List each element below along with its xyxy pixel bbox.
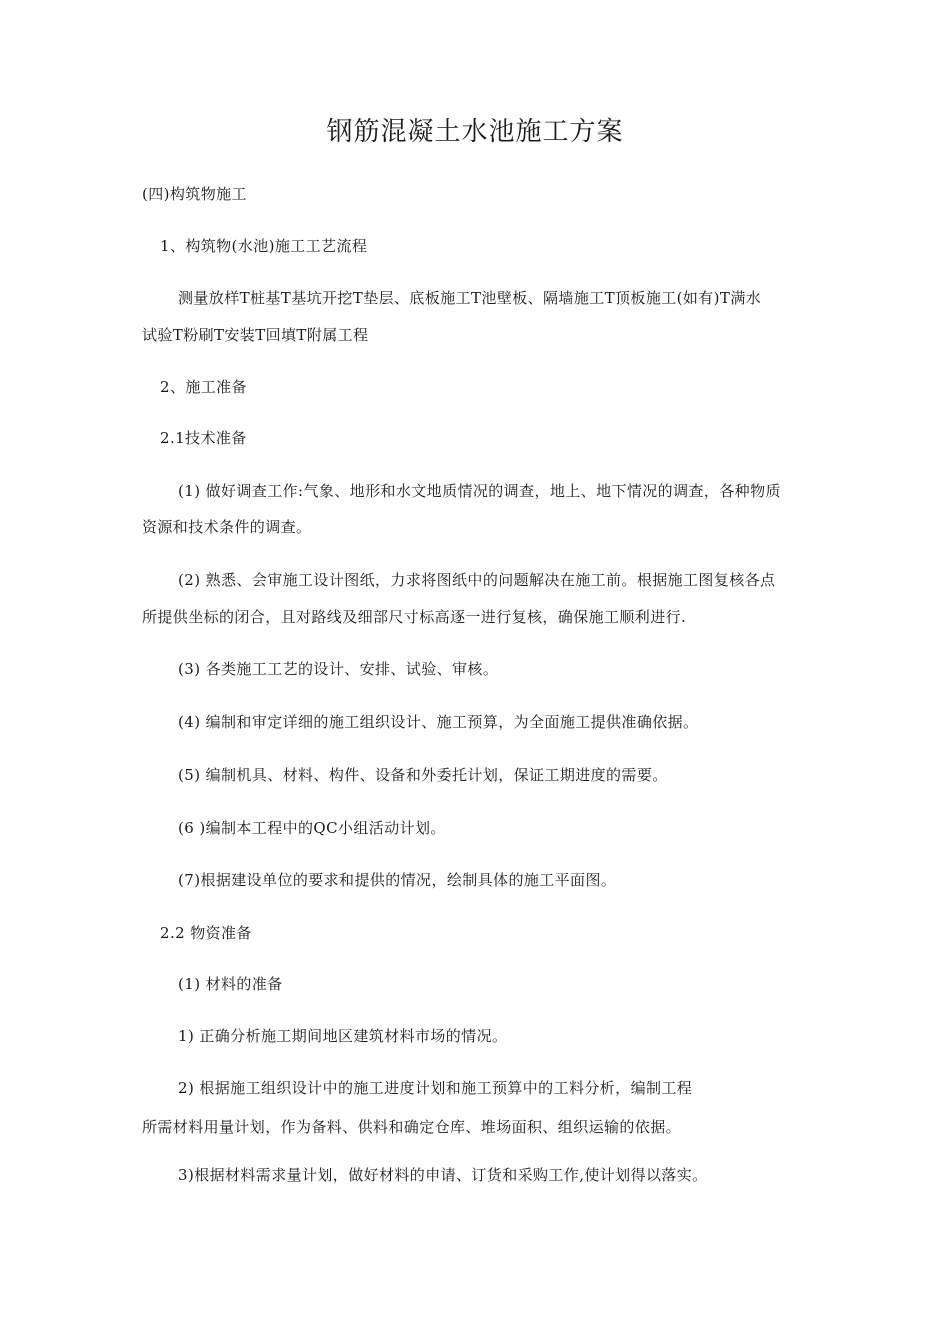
- list-item-continuation: 资源和技术条件的调查。: [142, 518, 312, 536]
- list-item: (2) 熟悉、会审施工设计图纸，力求将图纸中的问题解决在施工前。根据施工图复核各点: [178, 571, 776, 589]
- list-item: (1) 材料的准备: [178, 975, 283, 993]
- section-heading: (四)构筑物施工: [142, 185, 247, 203]
- list-item: (1) 做好调查工作:气象、地形和水文地质情况的调查，地上、地下情况的调查，各种物质: [178, 482, 781, 500]
- subsection-heading: 2.1技术准备: [160, 429, 247, 447]
- list-item: (7)根据建设单位的要求和提供的情况，绘制具体的施工平面图。: [178, 871, 617, 889]
- subsection-heading: 1、构筑物(水池)施工工艺流程: [160, 237, 368, 255]
- document-title: 钢筋混凝土水池施工方案: [326, 117, 624, 147]
- list-item-continuation: 所提供坐标的闭合，且对路线及细部尺寸标高逐一进行复核，确保施工顺利进行.: [142, 608, 687, 626]
- paragraph-line: 试验T粉刷T安装T回填T附属工程: [142, 326, 369, 344]
- list-item: 1) 正确分析施工期间地区建筑材料市场的情况。: [178, 1027, 508, 1045]
- list-item-continuation: 所需材料用量计划，作为备料、供料和确定仓库、堆场面积、组织运输的依据。: [142, 1118, 682, 1136]
- list-item: (3) 各类施工工艺的设计、安排、试验、审核。: [178, 660, 499, 678]
- paragraph-line: 测量放样T桩基T基坑开挖T垫层、底板施工T池壁板、隔墙施工T顶板施工(如有)T满水: [178, 289, 762, 307]
- subsection-heading: 2、施工准备: [160, 378, 247, 396]
- list-item: 2) 根据施工组织设计中的施工进度计划和施工预算中的工料分析，编制工程: [178, 1079, 693, 1097]
- subsection-heading: 2.2 物资准备: [160, 924, 252, 942]
- list-item: (6 )编制本工程中的QC小组活动计划。: [178, 819, 446, 837]
- list-item: (4) 编制和审定详细的施工组织设计、施工预算，为全面施工提供准确依据。: [178, 713, 699, 731]
- list-item: (5) 编制机具、材料、构件、设备和外委托计划，保证工期进度的需要。: [178, 766, 668, 784]
- list-item: 3)根据材料需求量计划，做好材料的申请、订货和采购工作,使计划得以落实。: [178, 1166, 708, 1184]
